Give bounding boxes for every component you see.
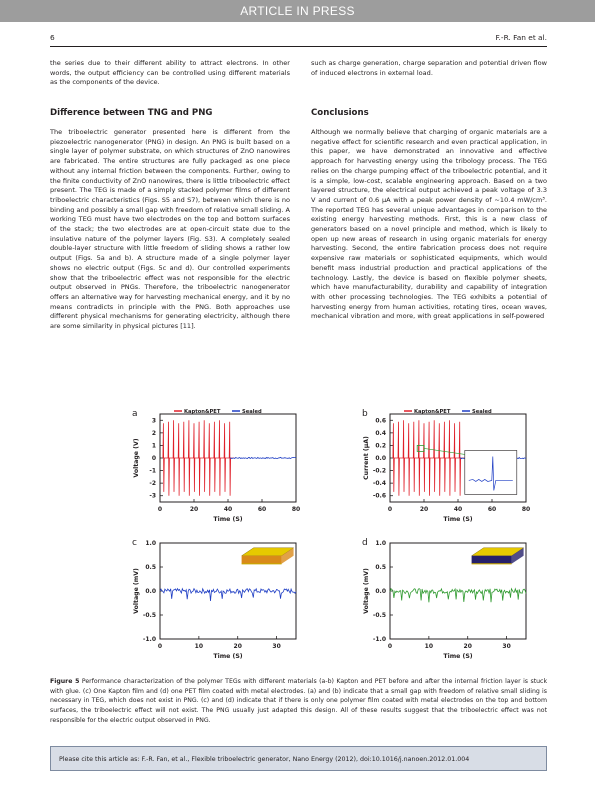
y-tick-label: -0.2 bbox=[372, 467, 386, 475]
y-tick-label: -2 bbox=[149, 480, 156, 488]
y-tick-label: 2 bbox=[151, 429, 156, 437]
y-tick-label: -0.6 bbox=[372, 492, 386, 500]
left-col-para-2: The triboelectric generator presented here is different from the piezoelectric nanogenerator (PNG) in design. An PNG is built based on a single layer of polymer substrate, on which structures of ZnO nanowires are fabricated. The entire structures are fully packaged as one piece without any internal friction between the components. Further, owing to the finite conductivity of ZnO nanowires, there is little triboelectric effect present. The TEG is made of a simply stacked polymer films of different triboelectric characteristics (Figs. S5 and S7), between which there is no binding and possibly a small gap with freedom of relative small sliding. A working TEG must have two electrodes on the top and bottom surfaces of the stack; the two electrodes are at open-circuit state due to the insulative nature of the polymer layers (Fig. S3). A completely sealed double-layer structure with little freedom of sliding shows a rather low output (Figs. 5a and b). A structure made of a single polymer layer shows no electric output (Figs. 5c and d). Our controlled experiments show that the triboelectric effect was not responsible for the electric output observed in PNGs. Therefore, the triboelectric nanogenerator offers an alternative way for harvesting mechanical energy, and it by no means contradicts in principle with the PNG. Both approaches use different physical mechanisms for generating electricity, although there are some similarity in physical pictures [11]. bbox=[50, 128, 290, 331]
panel-letter-d: d bbox=[362, 538, 368, 548]
header-rule bbox=[50, 46, 547, 47]
x-tick-label: 30 bbox=[272, 643, 281, 650]
y-axis-label: Current (μA) bbox=[363, 436, 370, 480]
legend-label-sealed: Sealed bbox=[242, 409, 262, 415]
panel-a-plot bbox=[126, 404, 306, 524]
series-line-signal bbox=[160, 589, 296, 601]
legend-label-sealed: Sealed bbox=[472, 409, 492, 415]
figure-panel-c bbox=[126, 535, 306, 674]
legend-label-kapton-pet: Kapton&PET bbox=[184, 409, 221, 415]
panel-d-plot bbox=[356, 535, 536, 670]
film-front-face bbox=[242, 556, 282, 564]
series-line-kapton-pet bbox=[393, 420, 464, 495]
x-tick-label: 10 bbox=[194, 643, 204, 650]
y-tick-label: 0.6 bbox=[375, 417, 386, 425]
x-tick-label: 40 bbox=[223, 506, 233, 513]
film-front-face bbox=[472, 556, 512, 564]
x-tick-label: 20 bbox=[233, 643, 242, 650]
x-tick-label: 20 bbox=[463, 643, 472, 650]
y-tick-label: -0.5 bbox=[142, 612, 156, 619]
y-tick-label: 3 bbox=[151, 417, 156, 425]
y-tick-label: 0.5 bbox=[375, 564, 386, 571]
y-tick-label: 0.0 bbox=[375, 588, 386, 595]
figure-panel-b bbox=[356, 404, 536, 528]
panel-b-plot bbox=[356, 404, 536, 524]
series-line-sealed bbox=[230, 457, 296, 458]
y-axis-label: Voltage (mV) bbox=[363, 568, 370, 614]
x-axis-label: Time (S) bbox=[213, 516, 243, 523]
series-line-kapton-pet bbox=[163, 420, 234, 495]
y-tick-label: -0.4 bbox=[372, 480, 386, 488]
right-col-para-2: Although we normally believe that charging of organic materials are a negative effect for scientific research and even practical application, in this paper, we have demonstrated an innovative and effective approach for harvesting energy using the tribology process. The TEG relies on the charge pumping effect of the triboelectric potential, and it is a simple, low-cost, scalable engineering approach. Based on a two layered structure, the electrical output achieved a peak voltage of 3.3 V and current of 0.6 μA with a peak power density of ~10.4 mW/cm³. The reported TEG has several unique advantages in comparison to the existing energy harvesting methods. First, this is a new class of generators based on a novel principle and method, which is likely to open up new areas of research in using organic materials for energy harvesting. Second, the entire fabrication process does not require expensive raw materials or sophisticated equipments, which would benefit mass industrial production and practical applications of the technology. Lastly, the device is based on flexible polymer sheets, which have manufacturability, durability and capability of integration with other processing technologies. The TEG exhibits a potential of harvesting energy from human activities, rotating tires, ocean waves, mechanical vibration and more, with great applications in self-powered bbox=[311, 128, 547, 321]
y-tick-label: 0.2 bbox=[375, 442, 386, 450]
x-tick-label: 60 bbox=[487, 506, 497, 513]
panel-letter-c: c bbox=[132, 538, 137, 548]
panel-letter-a: a bbox=[132, 409, 138, 419]
x-tick-label: 80 bbox=[291, 506, 301, 513]
x-tick-label: 80 bbox=[521, 506, 531, 513]
x-axis-label: Time (S) bbox=[443, 516, 473, 523]
page-number: 6 bbox=[50, 33, 55, 42]
left-col-para-1: the series due to their different ability to attract electrons. In other words, the output efficiency can be controlled using different materials as the components of the device. bbox=[50, 59, 290, 87]
y-tick-label: 0.0 bbox=[375, 455, 386, 462]
y-tick-label: 0.0 bbox=[145, 588, 156, 595]
legend-label-kapton-pet: Kapton&PET bbox=[414, 409, 451, 415]
figure-panel-a bbox=[126, 404, 306, 528]
x-tick-label: 0 bbox=[157, 506, 163, 513]
y-tick-label: 1.0 bbox=[145, 540, 156, 547]
running-head-authors: F.-R. Fan et al. bbox=[495, 33, 547, 42]
y-tick-label: 0.5 bbox=[145, 564, 156, 571]
figure-panel-d bbox=[356, 535, 536, 674]
figure-caption-text: Performance characterization of the polymer TEGs with different materials (a-b) Kapton and PET before and after the internal friction layer is stuck with glue. (c) One Kapton film and (d) one PET film coated with metal electrodes. (a) and (b) indicate that a small gap with freedom of relative small sliding is necessary in TEG, which does not exist in PNG. (c) and (d) indicate that if there is only one polymer film coated with metal electrodes on the top and bottom surfaces, the triboelectric effect will not exist. The PNG usually just adapted this design. All of these results suggest that the triboelectric effect was not responsible for the electric output observed in PNG. bbox=[50, 678, 548, 724]
y-tick-label: -1.0 bbox=[372, 636, 386, 643]
y-tick-label: 0 bbox=[151, 455, 156, 462]
y-tick-label: -3 bbox=[149, 492, 156, 500]
y-tick-label: -1 bbox=[149, 467, 156, 475]
y-axis-label: Voltage (mV) bbox=[133, 568, 140, 614]
x-tick-label: 20 bbox=[189, 506, 199, 513]
y-tick-label: -0.5 bbox=[372, 612, 386, 619]
x-tick-label: 0 bbox=[387, 643, 393, 650]
x-tick-label: 20 bbox=[419, 506, 429, 513]
panel-letter-b: b bbox=[362, 409, 368, 419]
article-in-press-banner: ARTICLE IN PRESS bbox=[0, 0, 595, 22]
x-axis-label: Time (S) bbox=[443, 653, 473, 660]
y-axis-label: Voltage (V) bbox=[133, 438, 140, 478]
y-tick-label: 1.0 bbox=[375, 540, 386, 547]
y-tick-label: 0.4 bbox=[375, 429, 386, 437]
heading-conclusions: Conclusions bbox=[311, 108, 369, 118]
x-tick-label: 0 bbox=[157, 643, 163, 650]
x-tick-label: 30 bbox=[502, 643, 511, 650]
x-axis-label: Time (S) bbox=[213, 653, 243, 660]
right-col-para-1: such as charge generation, charge separation and potential driven flow of induced electrons in external load. bbox=[311, 59, 547, 77]
figure-caption bbox=[50, 677, 547, 726]
x-tick-label: 0 bbox=[387, 506, 393, 513]
heading-tng-vs-png: Difference between TNG and PNG bbox=[50, 108, 213, 118]
citation-box: Please cite this article as: F.-R. Fan, et al., Flexible triboelectric generator, Nano Energy (2012), doi:10.1016/j.nanoen.2012.01.004 bbox=[50, 746, 547, 771]
y-tick-label: 1 bbox=[151, 442, 156, 450]
x-tick-label: 60 bbox=[257, 506, 267, 513]
y-tick-label: -1.0 bbox=[142, 636, 156, 643]
x-tick-label: 10 bbox=[424, 643, 434, 650]
inset-frame bbox=[465, 450, 517, 494]
panel-c-plot bbox=[126, 535, 306, 670]
figure-label: Figure 5 bbox=[50, 678, 80, 685]
series-line-signal bbox=[390, 589, 526, 603]
x-tick-label: 40 bbox=[453, 506, 463, 513]
